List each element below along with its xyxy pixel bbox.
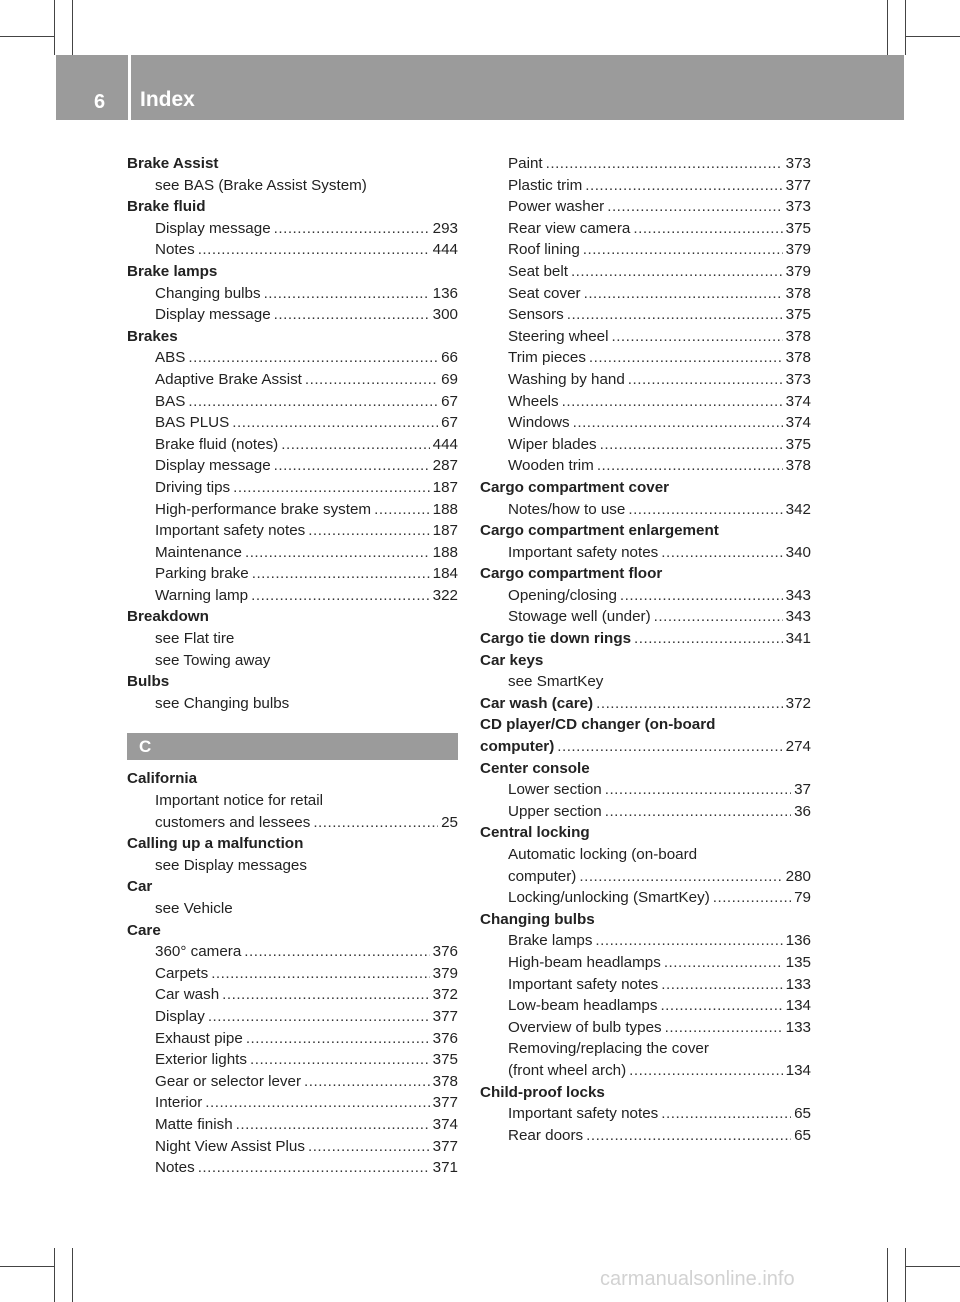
entry-label: Steering wheel: [508, 327, 609, 345]
dot-leader: [198, 1157, 430, 1179]
index-entry: [127, 520, 458, 542]
crop-mark: [54, 0, 55, 55]
entry-label: Rear doors: [508, 1126, 584, 1144]
dot-leader: [188, 391, 438, 413]
entry-label: computer): [508, 867, 577, 885]
index-entry: [480, 1017, 811, 1039]
index-entry: [127, 1071, 458, 1093]
index-heading-entry: [480, 693, 811, 715]
index-entry: [127, 304, 458, 326]
entry-label: Display: [155, 1007, 205, 1025]
dot-leader: [607, 196, 782, 218]
dot-leader: [600, 434, 783, 456]
page-reference: 136: [785, 932, 811, 950]
index-entry: [127, 963, 458, 985]
entry-label: (front wheel arch): [508, 1061, 627, 1079]
page-reference: 374: [785, 392, 811, 410]
index-entry: [127, 585, 458, 607]
index-reference: Important notice for retail: [155, 792, 323, 810]
page-reference: 378: [785, 327, 811, 345]
page-reference: 379: [432, 964, 458, 982]
entry-label: Seat belt: [508, 262, 568, 280]
index-entry: [480, 779, 811, 801]
dot-leader: [246, 1028, 430, 1050]
page-reference: 343: [785, 586, 811, 604]
page-reference: 372: [785, 694, 811, 712]
dot-leader: [308, 520, 429, 542]
entry-label: Notes: [155, 1159, 195, 1177]
index-entry: [480, 866, 811, 888]
dot-leader: [251, 585, 430, 607]
entry-label: Important safety notes: [508, 975, 659, 993]
entry-label: Adaptive Brake Assist: [155, 370, 302, 388]
index-entry: [480, 930, 811, 952]
page-reference: 379: [785, 262, 811, 280]
index-heading: Cargo compartment floor: [480, 565, 663, 583]
index-heading: Changing bulbs: [480, 910, 595, 928]
entry-label: Maintenance: [155, 543, 242, 561]
index-entry: [480, 995, 811, 1017]
page-reference: 188: [432, 543, 458, 561]
page-reference: 378: [432, 1072, 458, 1090]
index-reference: see BAS (Brake Assist System): [155, 176, 367, 194]
index-reference: see Display messages: [155, 856, 307, 874]
index-column-left: [127, 153, 458, 1179]
crop-mark: [905, 1248, 906, 1302]
page-reference: 293: [432, 219, 458, 237]
index-heading-entry: [480, 628, 811, 650]
page-reference: 378: [785, 349, 811, 367]
page-reference: 444: [432, 241, 458, 259]
dot-leader: [654, 606, 783, 628]
dot-leader: [374, 499, 430, 521]
dot-leader: [308, 1136, 430, 1158]
header-divider: [128, 55, 131, 120]
entry-label: Opening/closing: [508, 586, 617, 604]
page-reference: 133: [785, 1018, 811, 1036]
page-reference: 376: [432, 943, 458, 961]
index-entry: [127, 1028, 458, 1050]
entry-label: customers and lessees: [155, 813, 311, 831]
index-column-right: [480, 153, 811, 1146]
entry-label: Upper section: [508, 802, 602, 820]
dot-leader: [596, 693, 783, 715]
dot-leader: [274, 455, 430, 477]
entry-label: Brake fluid (notes): [155, 435, 279, 453]
entry-label: Power washer: [508, 198, 605, 216]
index-reference: see Flat tire: [155, 630, 235, 648]
dot-leader: [611, 326, 782, 348]
index-entry: [480, 261, 811, 283]
page-reference: 375: [785, 306, 811, 324]
crop-mark: [905, 36, 960, 37]
index-heading: Brakes: [127, 327, 178, 345]
page-reference: 343: [785, 608, 811, 626]
index-entry: [127, 434, 458, 456]
index-entry: [127, 369, 458, 391]
page-reference: 187: [432, 478, 458, 496]
dot-leader: [305, 369, 438, 391]
dot-leader: [605, 779, 791, 801]
index-entry: [480, 974, 811, 996]
page-reference: 136: [432, 284, 458, 302]
index-entry: [480, 239, 811, 261]
dot-leader: [222, 984, 430, 1006]
page-reference: 377: [432, 1137, 458, 1155]
entry-label: Notes/how to use: [508, 500, 626, 518]
entry-label: Roof lining: [508, 241, 580, 259]
page-reference: 65: [794, 1105, 811, 1123]
entry-label: Warning lamp: [155, 586, 249, 604]
dot-leader: [274, 304, 430, 326]
dot-leader: [188, 347, 438, 369]
dot-leader: [665, 1017, 783, 1039]
entry-label: Paint: [508, 155, 543, 172]
index-entry: [480, 1060, 811, 1082]
index-entry: [480, 218, 811, 240]
index-entry: [480, 326, 811, 348]
dot-leader: [595, 930, 782, 952]
index-entry: [127, 984, 458, 1006]
dot-leader: [232, 412, 438, 434]
page-reference: 378: [785, 284, 811, 302]
index-entry: [480, 585, 811, 607]
page-reference: 134: [785, 997, 811, 1015]
index-entry: [480, 887, 811, 909]
dot-leader: [605, 801, 791, 823]
entry-label: Low-beam headlamps: [508, 997, 658, 1015]
index-entry: [127, 283, 458, 305]
index-entry: [480, 304, 811, 326]
index-entry: [127, 1006, 458, 1028]
dot-leader: [571, 261, 783, 283]
entry-label: Stowage well (under): [508, 608, 651, 626]
crop-mark: [905, 0, 906, 55]
entry-label: Windows: [508, 414, 570, 432]
entry-label: Exterior lights: [155, 1051, 248, 1069]
dot-leader: [205, 1092, 429, 1114]
index-entry: [127, 347, 458, 369]
page-reference: 287: [432, 457, 458, 475]
page-reference: 69: [441, 370, 458, 388]
index-heading: California: [127, 770, 198, 788]
index-heading: Car keys: [480, 651, 544, 669]
index-entry: [127, 391, 458, 413]
index-heading: Central locking: [480, 824, 590, 842]
index-reference: see Vehicle: [155, 900, 233, 917]
page-reference: 280: [785, 867, 811, 885]
index-heading: Cargo compartment cover: [480, 478, 670, 496]
crop-mark: [0, 36, 55, 37]
index-heading: Center console: [480, 759, 590, 777]
page-reference: 373: [785, 155, 811, 172]
index-entry: [127, 1092, 458, 1114]
page-reference: 300: [432, 306, 458, 324]
index-entry: [480, 499, 811, 521]
dot-leader: [281, 434, 429, 456]
page-number: 6: [94, 91, 106, 113]
page-reference: 36: [794, 802, 811, 820]
entry-label: Changing bulbs: [155, 284, 261, 302]
entry-label: Overview of bulb types: [508, 1018, 662, 1036]
entry-label: Brake lamps: [508, 932, 593, 950]
dot-leader: [660, 995, 782, 1017]
index-heading: Brake fluid: [127, 198, 206, 216]
index-entry: [480, 434, 811, 456]
index-entry: [480, 1125, 811, 1147]
page-reference: 184: [432, 565, 458, 583]
entry-label: Matte finish: [155, 1115, 233, 1133]
index-reference: see SmartKey: [508, 673, 604, 691]
entry-label: Seat cover: [508, 284, 581, 302]
entry-label: Display message: [155, 306, 271, 324]
dot-leader: [557, 736, 782, 758]
index-entry: [127, 455, 458, 477]
page-reference: 322: [432, 586, 458, 604]
entry-label: High-beam headlamps: [508, 953, 661, 971]
entry-label: Interior: [155, 1094, 203, 1112]
page-reference: 372: [432, 986, 458, 1004]
page-reference: 67: [441, 392, 458, 410]
index-heading: Brake Assist: [127, 155, 219, 172]
entry-label: Exhaust pipe: [155, 1029, 243, 1047]
page-reference: 133: [785, 975, 811, 993]
dot-leader: [264, 283, 430, 305]
entry-label: Important safety notes: [508, 1105, 659, 1123]
page-reference: 379: [785, 241, 811, 259]
index-heading: Breakdown: [127, 608, 209, 626]
page-reference: 377: [432, 1094, 458, 1112]
dot-leader: [628, 369, 783, 391]
page-reference: 374: [785, 414, 811, 432]
entry-label: Cargo tie down rings: [480, 630, 632, 648]
index-entry: [480, 391, 811, 413]
index-entry: [480, 455, 811, 477]
index-entry: [127, 563, 458, 585]
dot-leader: [573, 412, 783, 434]
crop-mark: [905, 1266, 960, 1267]
entry-label: Locking/unlocking (SmartKey): [508, 889, 710, 907]
index-heading: Child-proof locks: [480, 1083, 605, 1101]
dot-leader: [585, 175, 782, 197]
index-heading: Bulbs: [127, 673, 170, 691]
page-reference: 25: [441, 813, 458, 831]
index-entry: [480, 412, 811, 434]
index-entry: [127, 412, 458, 434]
entry-label: 360° camera: [155, 943, 242, 961]
page-reference: 377: [432, 1007, 458, 1025]
entry-label: computer): [480, 738, 555, 756]
index-entry: [127, 239, 458, 261]
entry-label: Notes: [155, 241, 195, 259]
crop-mark: [0, 1266, 55, 1267]
page-reference: 187: [432, 522, 458, 540]
page-reference: 373: [785, 370, 811, 388]
page-reference: 79: [794, 889, 811, 907]
page-reference: 374: [432, 1115, 458, 1133]
entry-label: Lower section: [508, 781, 602, 799]
entry-label: Gear or selector lever: [155, 1072, 302, 1090]
entry-label: Carpets: [155, 964, 209, 982]
dot-leader: [245, 542, 430, 564]
index-entry: [480, 606, 811, 628]
entry-label: Wheels: [508, 392, 559, 410]
dot-leader: [664, 952, 783, 974]
dot-leader: [661, 974, 782, 996]
index-reference: Removing/replacing the cover: [508, 1040, 709, 1058]
crop-mark: [72, 0, 73, 55]
page-reference: 134: [785, 1061, 811, 1079]
dot-leader: [250, 1049, 430, 1071]
dot-leader: [634, 628, 783, 650]
page-reference: 373: [785, 198, 811, 216]
index-entry: [127, 477, 458, 499]
entry-label: BAS PLUS: [155, 414, 230, 432]
dot-leader: [579, 866, 782, 888]
page-reference: 66: [441, 349, 458, 367]
entry-label: High-performance brake system: [155, 500, 372, 518]
index-heading-entry: [480, 736, 811, 758]
index-entry: [127, 1049, 458, 1071]
page-reference: 376: [432, 1029, 458, 1047]
dot-leader: [562, 391, 783, 413]
page-reference: 375: [785, 219, 811, 237]
page-reference: 342: [785, 500, 811, 518]
index-entry: [480, 347, 811, 369]
dot-leader: [661, 542, 782, 564]
index-entry: [480, 1103, 811, 1125]
index-heading: Brake lamps: [127, 262, 218, 280]
index-entry: [127, 499, 458, 521]
entry-label: Important safety notes: [508, 543, 659, 561]
dot-leader: [236, 1114, 430, 1136]
index-entry: [480, 801, 811, 823]
entry-label: Driving tips: [155, 478, 231, 496]
dot-leader: [589, 347, 783, 369]
entry-label: Display message: [155, 457, 271, 475]
entry-label: Night View Assist Plus: [155, 1137, 305, 1155]
entry-label: Sensors: [508, 306, 564, 324]
dot-leader: [629, 1060, 782, 1082]
page-reference: 37: [794, 781, 811, 799]
page-reference: 378: [785, 457, 811, 475]
dot-leader: [274, 218, 430, 240]
index-reference: see Changing bulbs: [155, 694, 290, 712]
dot-leader: [304, 1071, 430, 1093]
dot-leader: [584, 283, 783, 305]
page-reference: 444: [432, 435, 458, 453]
dot-leader: [313, 812, 438, 834]
dot-leader: [244, 941, 429, 963]
entry-label: Display message: [155, 219, 271, 237]
page-reference: 375: [432, 1051, 458, 1069]
index-entry: [127, 941, 458, 963]
index-reference: see Towing away: [155, 651, 271, 669]
index-entry: [480, 175, 811, 197]
index-entry: [127, 812, 458, 834]
crop-mark: [887, 1248, 888, 1302]
page-reference: 340: [785, 543, 811, 561]
index-entry: [127, 1136, 458, 1158]
index-entry: [127, 218, 458, 240]
page-reference: 67: [441, 414, 458, 432]
entry-label: BAS: [155, 392, 186, 410]
page-reference: 375: [785, 435, 811, 453]
dot-leader: [620, 585, 783, 607]
dot-leader: [661, 1103, 791, 1125]
dot-leader: [633, 218, 782, 240]
dot-leader: [252, 563, 430, 585]
dot-leader: [583, 239, 783, 261]
crop-mark: [54, 1248, 55, 1302]
page-title: Index: [140, 88, 195, 111]
entry-label: Important safety notes: [155, 522, 306, 540]
index-entry: [480, 369, 811, 391]
page-reference: 341: [785, 630, 811, 648]
index-entry: [480, 196, 811, 218]
entry-label: Wooden trim: [508, 457, 594, 475]
crop-mark: [887, 0, 888, 55]
index-entry: [480, 542, 811, 564]
dot-leader: [233, 477, 430, 499]
index-entry: [127, 1157, 458, 1179]
dot-leader: [567, 304, 783, 326]
entry-label: ABS: [155, 349, 186, 367]
entry-label: Parking brake: [155, 565, 249, 583]
index-heading: Cargo compartment enlargement: [480, 522, 719, 540]
page-reference: 188: [432, 500, 458, 518]
page-header: [56, 55, 904, 120]
index-entry: [480, 952, 811, 974]
index-entry: [480, 153, 811, 175]
entry-label: Washing by hand: [508, 370, 625, 388]
entry-label: Car wash (care): [480, 694, 594, 712]
index-heading: Calling up a malfunction: [127, 835, 304, 853]
dot-leader: [713, 887, 791, 909]
dot-leader: [546, 153, 783, 175]
entry-label: Car wash: [155, 986, 220, 1004]
page-reference: 371: [432, 1159, 458, 1177]
section-letter-bar: C: [127, 733, 458, 760]
crop-mark: [72, 1248, 73, 1302]
dot-leader: [211, 963, 429, 985]
index-entry: [127, 542, 458, 564]
dot-leader: [597, 455, 783, 477]
page-reference: 274: [785, 738, 811, 756]
page-reference: 65: [794, 1126, 811, 1144]
entry-label: Trim pieces: [508, 349, 586, 367]
index-reference: Automatic locking (on-board: [508, 846, 698, 863]
page-reference: 377: [785, 176, 811, 194]
entry-label: Wiper blades: [508, 435, 597, 453]
dot-leader: [628, 499, 782, 521]
index-heading: Care: [127, 921, 161, 939]
index-entry: [480, 283, 811, 305]
entry-label: Plastic trim: [508, 176, 583, 194]
index-entry: [127, 1114, 458, 1136]
index-heading: CD player/CD changer (on-board: [480, 716, 716, 734]
entry-label: Rear view camera: [508, 219, 631, 237]
dot-leader: [198, 239, 430, 261]
watermark: carmanualsonline.info: [600, 1268, 795, 1290]
index-heading: Car: [127, 878, 153, 896]
dot-leader: [586, 1125, 791, 1147]
page-reference: 135: [785, 953, 811, 971]
dot-leader: [208, 1006, 430, 1028]
